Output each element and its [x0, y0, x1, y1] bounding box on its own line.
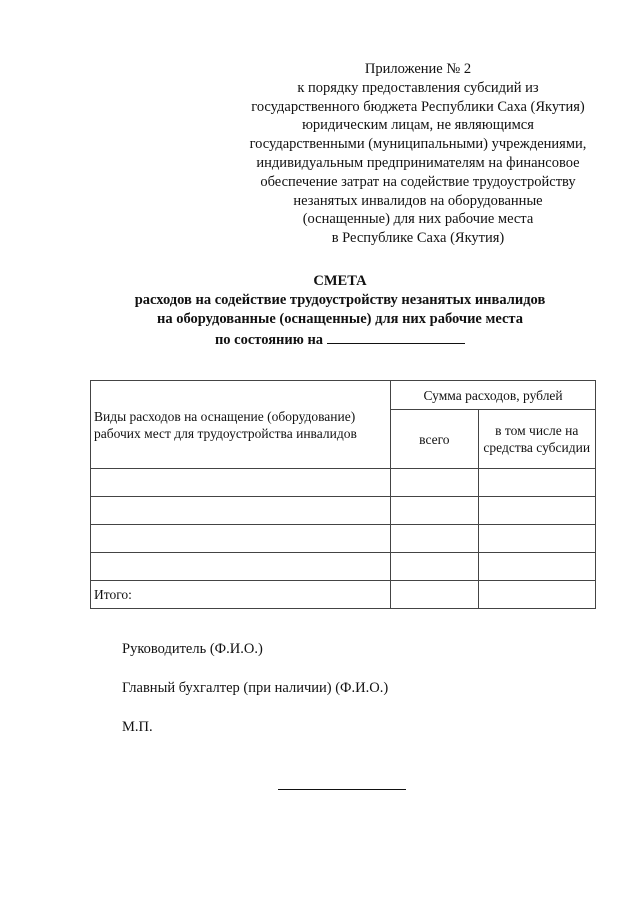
total-header: всего [391, 410, 478, 469]
table-cell[interactable] [91, 497, 391, 525]
table-cell[interactable] [478, 497, 595, 525]
accountant-signature-label: Главный бухгалтер (при наличии) (Ф.И.О.) [122, 680, 389, 696]
table-cell[interactable] [391, 497, 478, 525]
table-cell[interactable] [391, 525, 478, 553]
table-cell[interactable] [478, 553, 595, 581]
head-signature-label: Руководитель (Ф.И.О.) [122, 641, 263, 657]
document-subtitle-line: на оборудованные (оснащенные) для них рабочие места [157, 311, 523, 327]
document-title: СМЕТА [313, 273, 367, 289]
table-row [91, 525, 596, 553]
table-cell[interactable] [91, 469, 391, 497]
table-header-row [91, 381, 596, 410]
table-cell[interactable] [91, 525, 391, 553]
annex-line: государственного бюджета Республики Саха (Якутия) [251, 98, 585, 115]
table-cell[interactable] [391, 581, 478, 609]
as-of-date-line [80, 329, 600, 350]
sum-header: Сумма расходов, рублей [391, 381, 596, 410]
bottom-divider-line [278, 789, 406, 790]
annex-line: индивидуальным предпринимателям на финансовое [256, 154, 580, 171]
stamp-label: М.П. [122, 719, 153, 735]
document-subtitle-line: расходов на содействие трудоустройству незанятых инвалидов [134, 292, 546, 308]
as-of-date-label: по состоянию на [214, 332, 324, 348]
annex-line: к порядку предоставления субсидий из [297, 79, 539, 96]
annex-line: (оснащенные) для них рабочие места [302, 211, 534, 228]
date-blank-field[interactable] [327, 329, 465, 344]
document-heading [80, 272, 600, 350]
table-cell[interactable] [91, 553, 391, 581]
annex-line: государственными (муниципальными) учреждениями, [249, 136, 587, 153]
subsidy-header: в том числе на средства субсидии [478, 410, 595, 469]
table-cell[interactable] [391, 469, 478, 497]
annex-line: Приложение № 2 [364, 61, 472, 77]
total-row-label: Итого: [91, 581, 391, 609]
table-cell[interactable] [391, 553, 478, 581]
table-cell[interactable] [478, 469, 595, 497]
expense-type-header: Виды расходов на оснащение (оборудование) рабочих мест для трудоустройства инвалидов [91, 381, 391, 469]
table-row [91, 553, 596, 581]
annex-line: юридическим лицам, не являющимся [302, 117, 534, 134]
estimate-table [90, 380, 596, 609]
table-row [91, 469, 596, 497]
table-cell[interactable] [478, 581, 595, 609]
annex-line: в Республике Саха (Якутия) [331, 230, 505, 247]
total-row [91, 581, 596, 609]
annex-block [218, 60, 618, 248]
table-cell[interactable] [478, 525, 595, 553]
table-row [91, 497, 596, 525]
annex-line: незанятых инвалидов на оборудованные [293, 192, 543, 209]
annex-line: обеспечение затрат на содействие трудоустройству [260, 173, 576, 190]
